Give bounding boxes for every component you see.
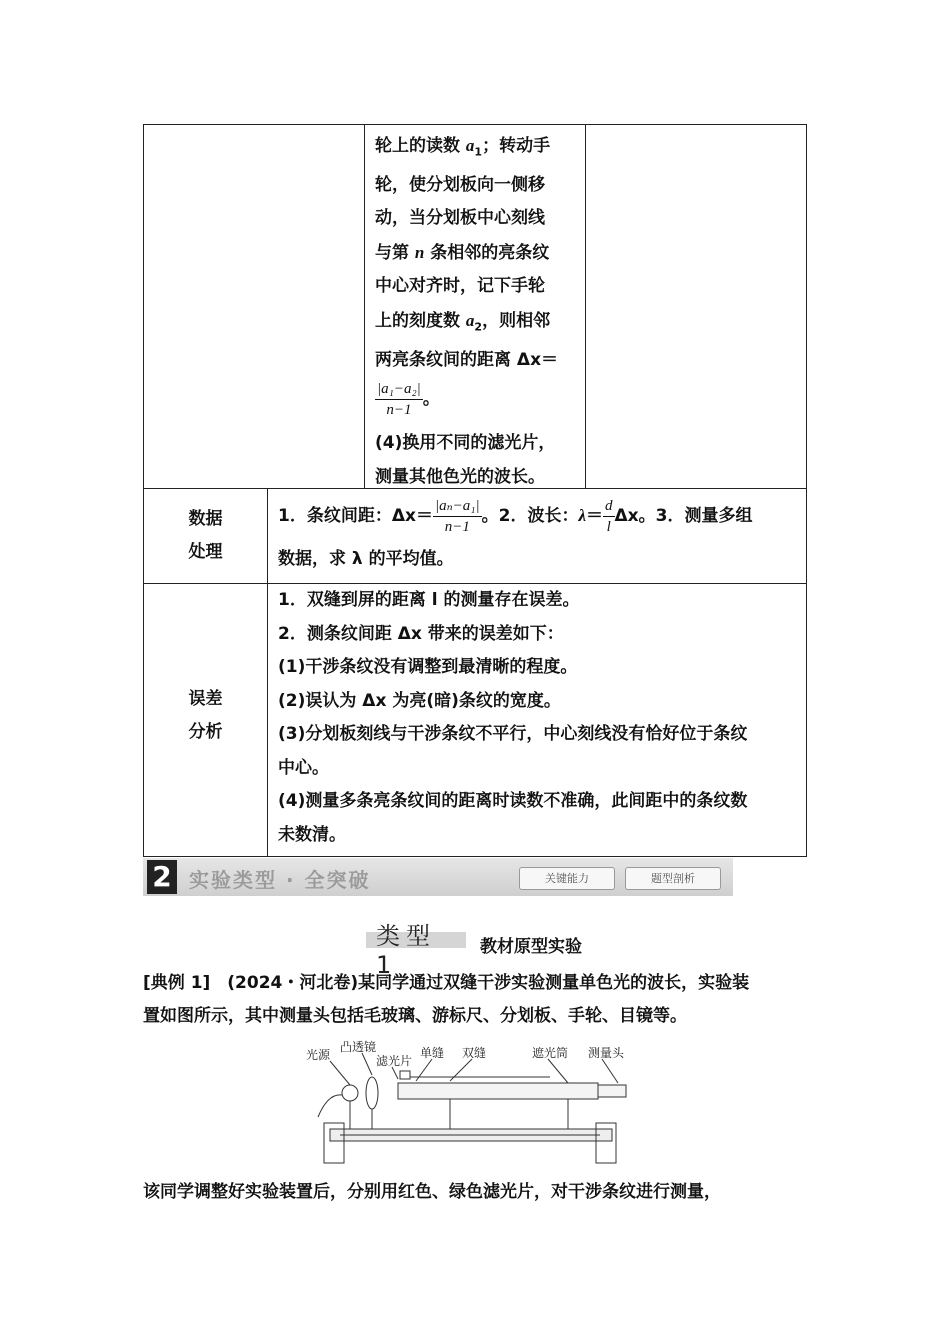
label-measuring-head: 测量头 (588, 1046, 625, 1060)
data-average-line: 数据，求 λ 的平均值。 (278, 549, 454, 569)
example-line-2: 置如图所示，其中测量头包括毛玻璃、游标尺、分划板、手轮、目镜等。 (143, 1006, 687, 1026)
label-single-slit: 单缝 (420, 1046, 445, 1060)
label-double-slit: 双缝 (462, 1046, 487, 1060)
question-analysis-tag: 题型剖析 (625, 867, 721, 890)
fraction-a1-a2: $\frac{\text{|a₁−a₂|}}{n-1}$ (377, 380, 421, 418)
label-filter: 滤光片 (376, 1054, 413, 1068)
key-ability-tag: 关键能力 (519, 867, 615, 890)
section-number: 2 (147, 860, 177, 894)
error-list: 1．双缝到屏的距离 l 的测量存在误差。 2．测条纹间距 Δx 带来的误差如下： (1)干涉条纹没有调整到最清晰的程度。 (2)误认为 Δx 为亮(暗)条纹的宽度。 (3)分划板刻线与干涉条纹不平行，中心刻线没有恰好位于条纹 中心。 (4)测量多条亮条纹间的距离时读数不准确，此间距中的条纹数 未数清。 (278, 590, 748, 845)
table-cell-error-label: 误差 分析 (143, 583, 268, 857)
data-formula-line: 1．条纹间距：Δx＝ $\frac{\text{|aₙ−a₁|}}{n-1}$ 。2．波长：λ＝ $\frac{d}{l}$ Δx。3．测量多组 (278, 497, 753, 535)
label-tube: 遮光筒 (532, 1046, 569, 1060)
fraction-d-l: $\frac{d}{l}$ (605, 497, 613, 535)
fraction-an-a1: $\frac{\text{|aₙ−a₁|}}{n-1}$ (434, 497, 480, 535)
table-cell-error-content (267, 583, 807, 857)
double-slit-apparatus-figure (300, 1037, 650, 1172)
label-light-source: 光源 (306, 1048, 331, 1062)
type-subtitle: 教材原型实验 (480, 937, 582, 957)
label-convex-lens: 凸透镜 (340, 1040, 377, 1054)
example-line-3: 该同学调整好实验装置后，分别用红色、绿色滤光片，对干涉条纹进行测量， (143, 1182, 721, 1202)
table-cell-empty-left (143, 124, 365, 489)
type-badge: 类型 1 (366, 918, 466, 950)
steps-text: 轮上的读数 $a_1$；转动手 轮，使分划板向一侧移 动，当分划板中心刻线 与第 n 条相邻的亮条纹 中心对齐时，记下手轮 上的刻度数 $a_2$，则相邻 两亮条纹间的距离 Δx＝ $\frac{\text{|a₁−a₂|}}{n-1}$ 。 (4)换用不同的滤光片， 测量其他色光的波长。 (375, 136, 559, 487)
table-cell-data-content (267, 488, 807, 584)
table-cell-empty-right (585, 124, 807, 489)
table-cell-data-label: 数据 处理 (143, 488, 268, 584)
section-banner (143, 858, 733, 896)
section-title: 实验类型 · 全突破 (189, 868, 371, 892)
table-cell-steps (364, 124, 586, 489)
example-line-1: [典例 1] (2024・河北卷)某同学通过双缝干涉实验测量单色光的波长，实验装 (143, 973, 750, 993)
